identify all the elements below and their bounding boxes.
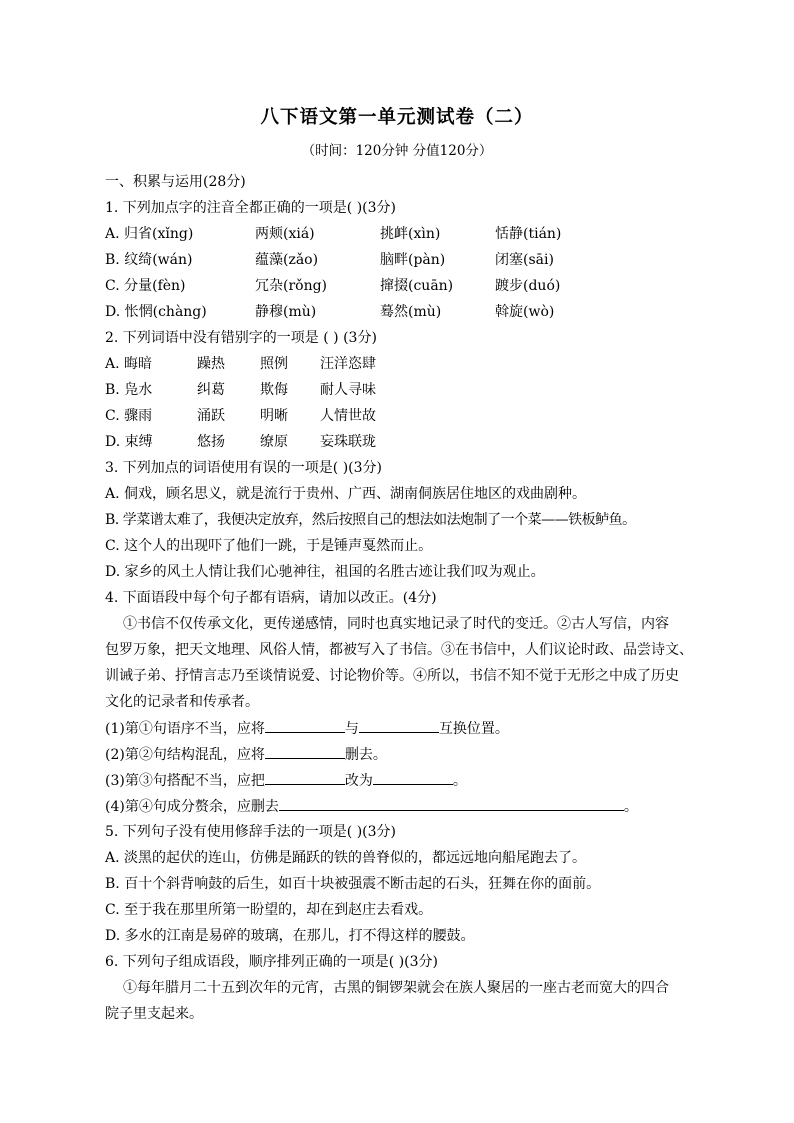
question-stem: 6. 下列句子组成语段，顺序排列正确的一项是( )(3分) — [105, 954, 439, 970]
answer-blank[interactable] — [373, 770, 453, 785]
option-cell: 汪洋恣肆 — [320, 356, 376, 372]
option-line: B. 学菜谱太难了，我便决定放弃，然后按照自己的想法如法炮制了一个菜——铁板鲈鱼。 — [105, 512, 636, 528]
option-line: A. 淡黑的起伏的连山，仿佛是踊跃的铁的兽脊似的，都远远地向船尾跑去了。 — [105, 850, 587, 866]
option-cell: 恬静(tián) — [495, 226, 562, 242]
option-cell: 悠扬 — [197, 434, 225, 450]
option-row — [105, 380, 745, 400]
answer-blank[interactable] — [265, 770, 345, 785]
sub-question-text: 。 — [623, 799, 638, 815]
option-cell: 斡旋(wò) — [495, 304, 555, 320]
option-cell: 冗杂(rǒng) — [255, 278, 328, 294]
sub-question-text: (1)第①句语序不当，应将 — [105, 721, 265, 737]
option-cell: 躁热 — [197, 356, 225, 372]
sub-question-2 — [105, 744, 745, 765]
option-cell: A. 归省(xǐng) — [105, 226, 194, 242]
option-line: B. 百十个斜背响鼓的后生，如百十块被强震不断击起的石头，狂舞在你的面前。 — [105, 876, 601, 892]
option-cell: D. 束缚 — [105, 434, 153, 450]
option-cell: 挑衅(xìn) — [380, 226, 441, 242]
sub-question-text: (3)第③句搭配不当，应把 — [105, 773, 265, 789]
answer-blank[interactable] — [265, 718, 345, 733]
option-line: C. 这个人的出现吓了他们一跳，于是锤声戛然而止。 — [105, 538, 433, 554]
option-cell: B. 凫水 — [105, 382, 153, 398]
option-cell: D. 怅惘(chàng) — [105, 304, 207, 320]
sub-question-1 — [105, 718, 745, 739]
option-line: A. 侗戏，顾名思义，就是流行于贵州、广西、湖南侗族居住地区的戏曲剧种。 — [105, 486, 587, 502]
option-row — [105, 276, 745, 296]
option-line: D. 家乡的风土人情让我们心驰神往，祖国的名胜古迹让我们叹为观止。 — [105, 564, 545, 580]
option-cell: 涌跃 — [197, 408, 225, 424]
option-cell: 缭原 — [260, 434, 288, 450]
paragraph-line: ①每年腊月二十五到次年的元宵，古黑的铜锣架就会在族人聚居的一座古老而宽大的四合 — [123, 980, 669, 996]
option-cell: 妄珠联珑 — [320, 434, 376, 450]
option-row — [105, 406, 745, 426]
section-heading: 一、积累与运用(28分) — [105, 174, 246, 190]
option-row — [105, 250, 745, 270]
option-cell: 照例 — [260, 356, 288, 372]
option-cell: 静穆(mù) — [255, 304, 317, 320]
sub-question-3 — [105, 770, 745, 791]
paragraph-line: ①书信不仅传承文化，更传递感情，同时也真实地记录了时代的变迁。②古人写信，内容 — [123, 616, 669, 632]
question-stem: 1. 下列加点字的注音全都正确的一项是( )(3分) — [105, 200, 397, 216]
paragraph-line: 训诫子弟、抒情言志乃至谈情说爱、讨论物价等。④所以，书信不知不觉于无形之中成了历史 — [105, 668, 679, 684]
page-title: 八下语文第一单元测试卷（二） — [260, 107, 534, 128]
option-cell: 欺侮 — [260, 382, 288, 398]
question-stem: 2. 下列词语中没有错别字的一项是 ( ) (3分) — [105, 330, 377, 346]
sub-question-text: 改为 — [344, 773, 373, 789]
paragraph-line: 包罗万象，把天文地理、风俗人情，都被写入了书信。③在书信中，人们议论时政、品尝诗文、 — [105, 642, 693, 658]
option-row — [105, 354, 745, 374]
paragraph-line: 文化的记录者和传承者。 — [105, 694, 259, 710]
option-cell: 纠葛 — [197, 382, 225, 398]
option-cell: 踱步(duó) — [495, 278, 561, 294]
option-cell: 两颊(xiá) — [255, 226, 315, 242]
sub-question-text: 互换位置。 — [438, 721, 509, 737]
option-cell: 人情世故 — [320, 408, 376, 424]
sub-question-text: (2)第②句结构混乱，应将 — [105, 747, 265, 763]
option-cell: 闭塞(sāi) — [495, 252, 554, 268]
option-row — [105, 224, 745, 244]
option-cell: 耐人寻味 — [320, 382, 376, 398]
option-cell: 蓦然(mù) — [380, 304, 442, 320]
answer-blank[interactable] — [359, 718, 439, 733]
sub-question-text: (4)第④句成分赘余，应删去 — [105, 799, 279, 815]
option-line: D. 多水的江南是易碎的玻璃，在那儿，打不得这样的腰鼓。 — [105, 928, 475, 944]
question-stem: 4. 下面语段中每个句子都有语病，请加以改正。(4分) — [105, 590, 437, 606]
paragraph-line: 院子里支起来。 — [105, 1006, 203, 1022]
sub-question-text: 与 — [344, 721, 359, 737]
answer-blank[interactable] — [279, 796, 624, 811]
option-cell: C. 骤雨 — [105, 408, 153, 424]
option-cell: C. 分量(fèn) — [105, 278, 186, 294]
option-cell: 蕴藻(zǎo) — [255, 252, 319, 268]
sub-question-4 — [105, 796, 745, 817]
sub-question-text: 。 — [452, 773, 467, 789]
option-cell: 明晰 — [260, 408, 288, 424]
option-cell: A. 晦暗 — [105, 356, 153, 372]
option-row — [105, 302, 745, 322]
option-cell: 脑畔(pàn) — [380, 252, 446, 268]
option-cell: 撺掇(cuān) — [380, 278, 454, 294]
option-line: C. 至于我在那里所第一盼望的，却在到赵庄去看戏。 — [105, 902, 433, 918]
answer-blank[interactable] — [265, 744, 345, 759]
sub-question-text: 删去。 — [344, 747, 387, 763]
question-stem: 5. 下列句子没有使用修辞手法的一项是( )(3分) — [105, 824, 397, 840]
option-row — [105, 432, 745, 452]
page-subtitle: （时间：120分钟 分值120分） — [301, 143, 493, 159]
option-cell: B. 纹绮(wán) — [105, 252, 193, 268]
question-stem: 3. 下列加点的词语使用有误的一项是( )(3分) — [105, 460, 383, 476]
